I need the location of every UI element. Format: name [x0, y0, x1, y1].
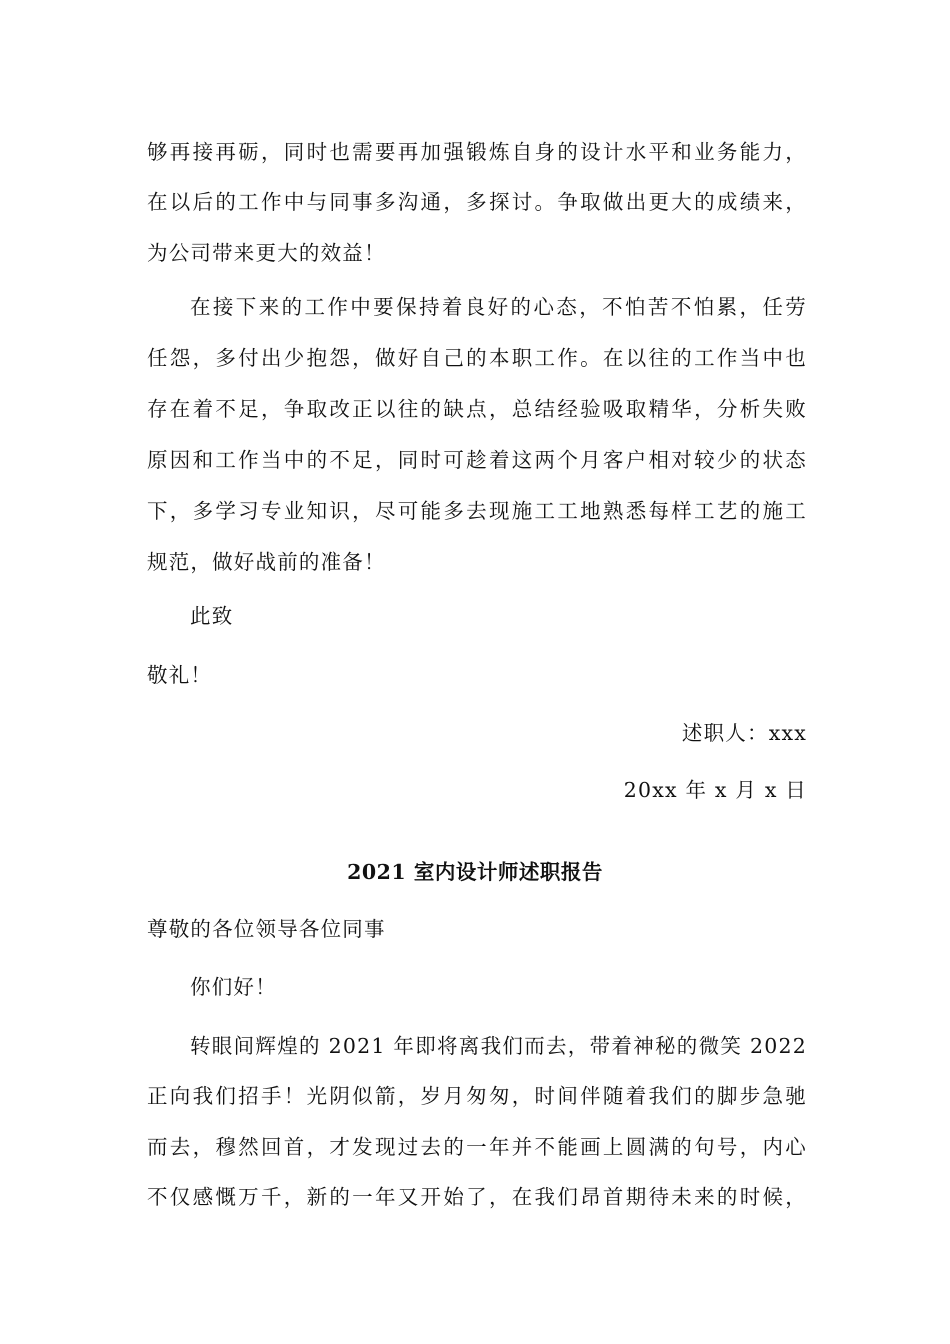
closing-line: 此致 — [190, 604, 234, 628]
signature: 述职人：xxx — [681, 721, 807, 745]
paragraph-line: 存在着不足，争取改正以往的缺点，总结经验吸取精华，分析失败 — [147, 397, 807, 421]
paragraph-line: 正向我们招手！光阴似箭，岁月匆匆，时间伴随着我们的脚步急驰 — [147, 1084, 807, 1108]
date: 20xx 年 x 月 x 日 — [623, 778, 807, 802]
paragraph-line: 转眼间辉煌的 2021 年即将离我们而去，带着神秘的微笑 2022 — [190, 1034, 807, 1058]
paragraph-line: 原因和工作当中的不足，同时可趁着这两个月客户相对较少的状态 — [147, 448, 807, 472]
paragraph-line: 任怨，多付出少抱怨，做好自己的本职工作。在以往的工作当中也 — [147, 346, 807, 370]
paragraph-line: 够再接再砺，同时也需要再加强锻炼自身的设计水平和业务能力， — [147, 140, 807, 164]
paragraph-line: 规范，做好战前的准备！ — [147, 550, 386, 574]
paragraph-line: 在接下来的工作中要保持着良好的心态，不怕苦不怕累，任劳 — [190, 295, 807, 319]
paragraph-line: 不仅感慨万千，新的一年又开始了，在我们昂首期待未来的时候， — [147, 1185, 807, 1209]
greeting: 你们好！ — [190, 975, 277, 999]
salutation: 尊敬的各位领导各位同事 — [147, 917, 386, 941]
paragraph-line: 而去，穆然回首，才发现过去的一年并不能画上圆满的句号，内心 — [147, 1135, 807, 1159]
document-title: 2021 室内设计师述职报告 — [347, 860, 603, 884]
closing-line: 敬礼！ — [147, 663, 213, 687]
paragraph-line: 在以后的工作中与同事多沟通，多探讨。争取做出更大的成绩来， — [147, 190, 807, 214]
paragraph-line: 下，多学习专业知识，尽可能多去现施工工地熟悉每样工艺的施工 — [147, 499, 807, 523]
paragraph-line: 为公司带来更大的效益！ — [147, 241, 386, 265]
